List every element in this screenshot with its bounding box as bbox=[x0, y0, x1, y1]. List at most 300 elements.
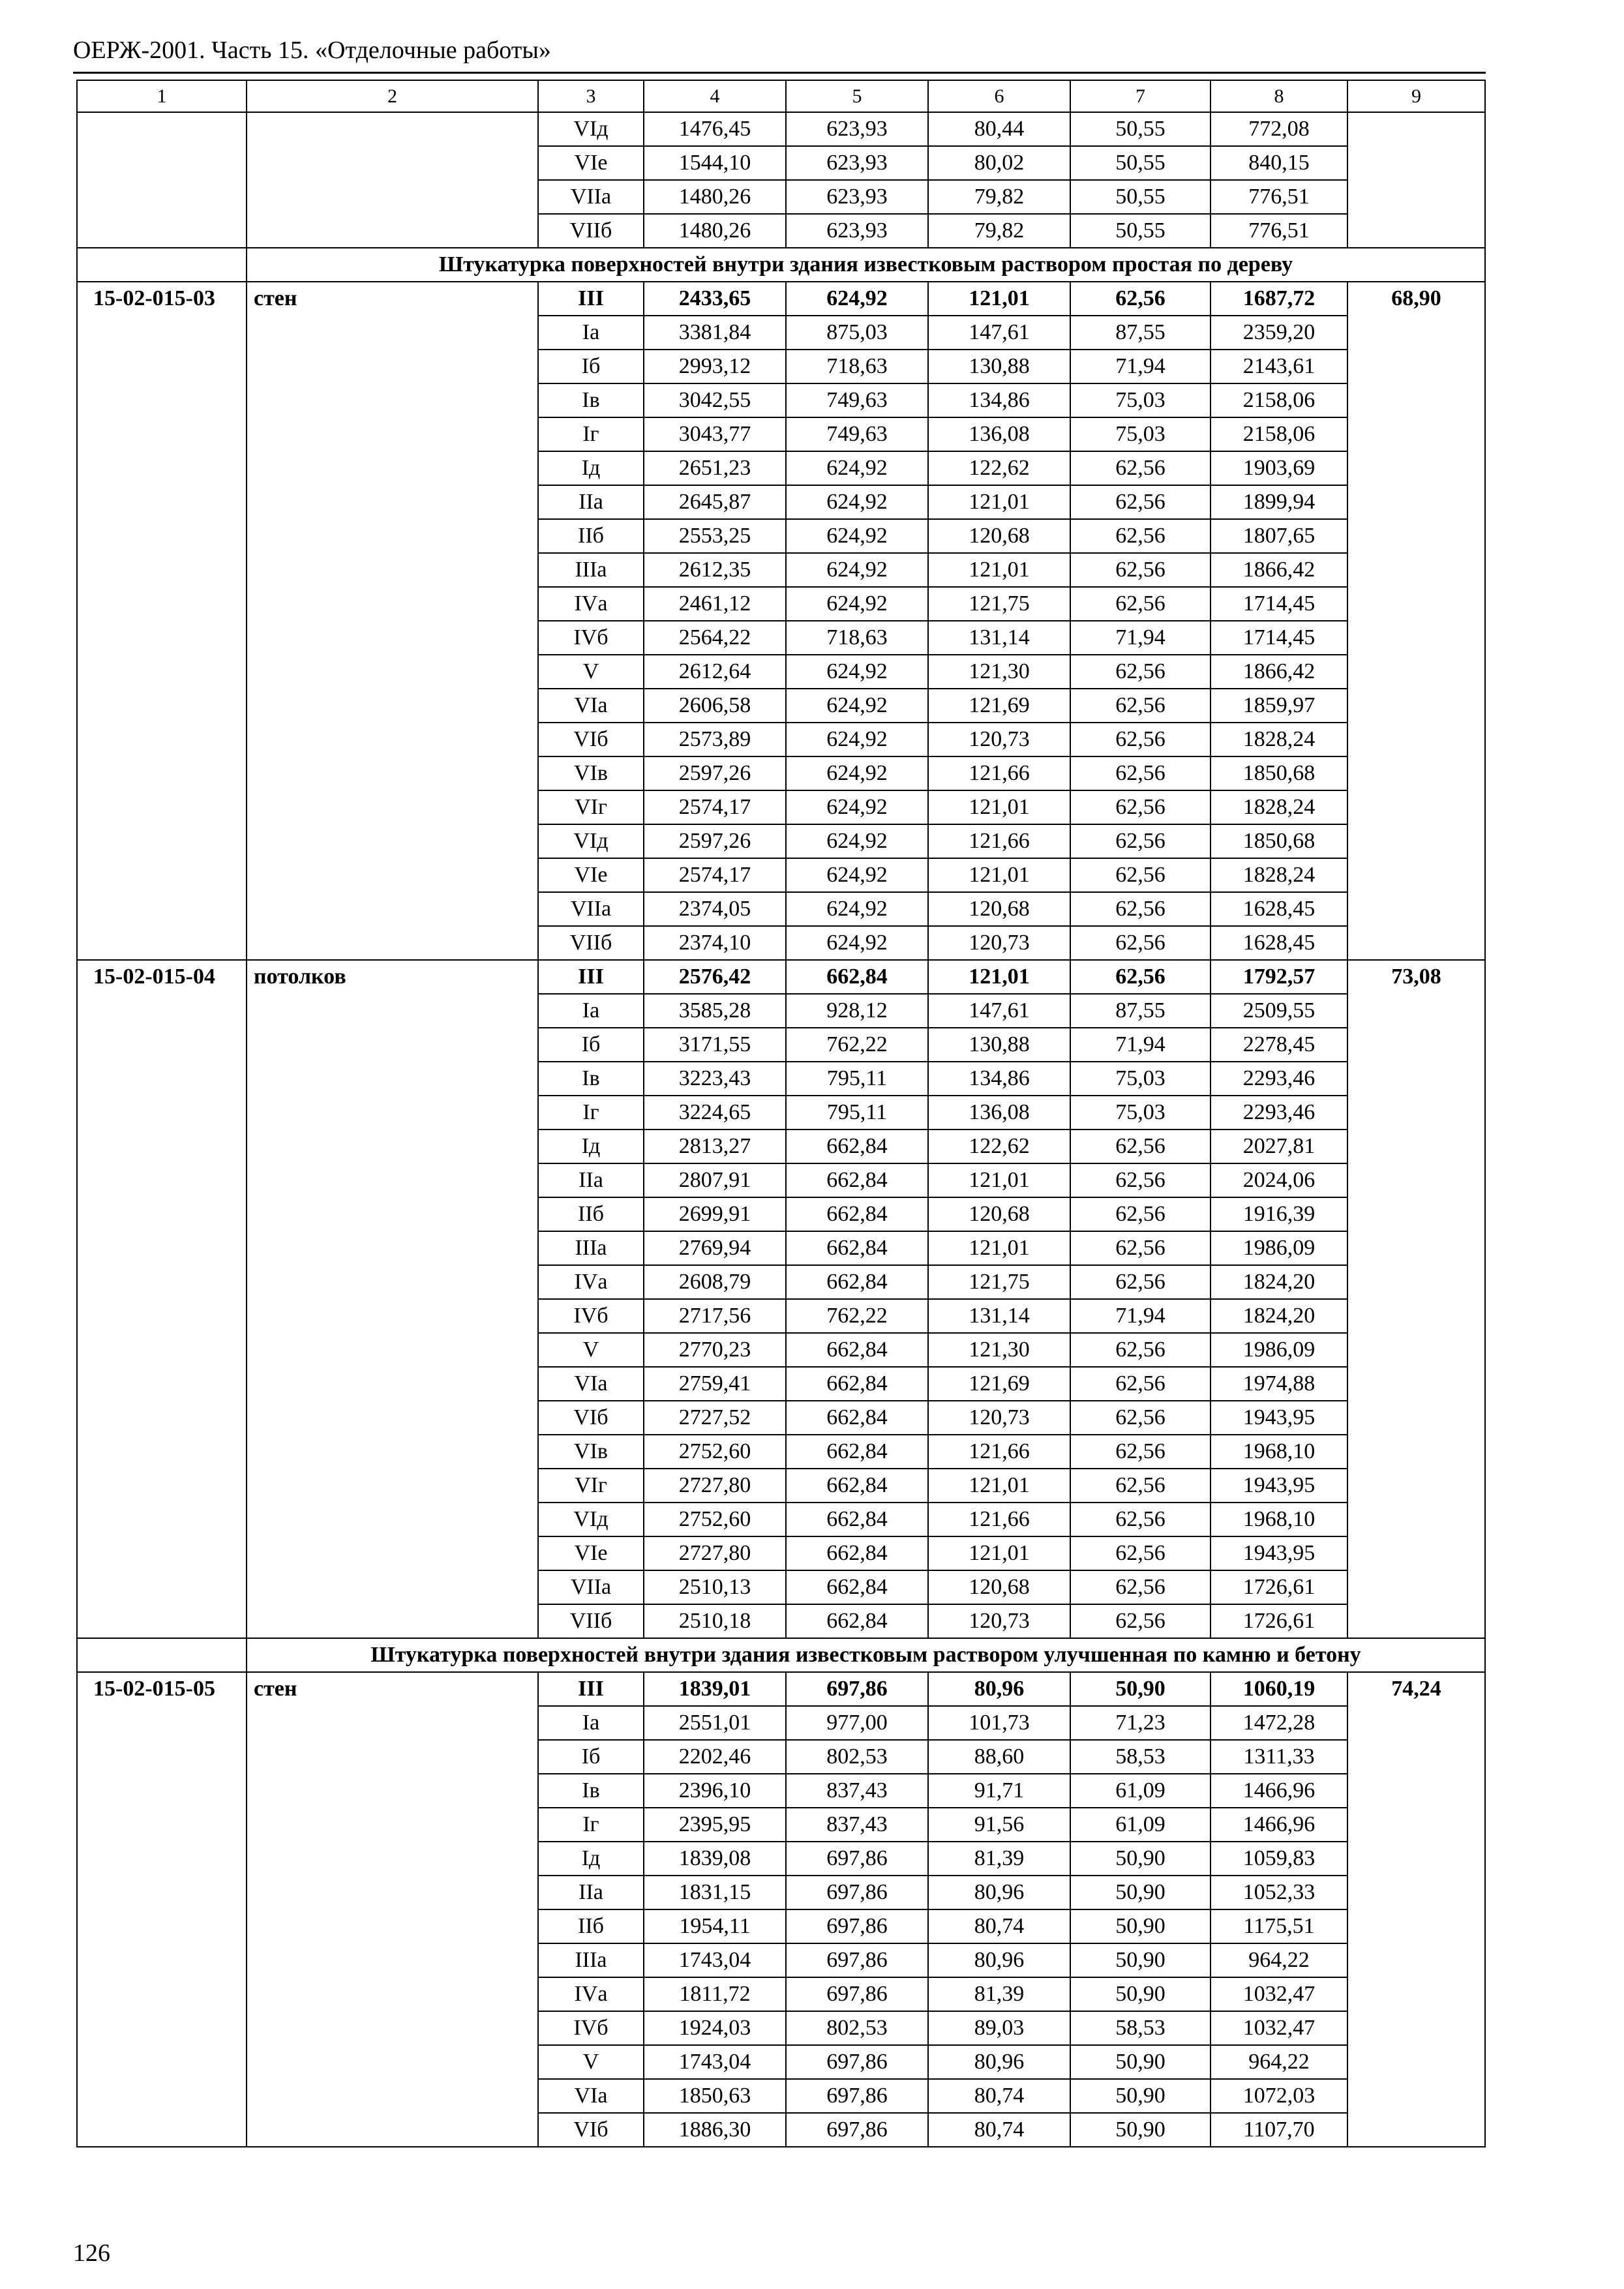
value-cell: 62,56 bbox=[1070, 723, 1210, 756]
value-cell: 624,92 bbox=[786, 790, 928, 824]
zone-cell: VIб bbox=[538, 1401, 644, 1435]
zone-cell: VIа bbox=[538, 689, 644, 723]
value-cell: 2608,79 bbox=[644, 1265, 786, 1299]
value-cell: 62,56 bbox=[1070, 1265, 1210, 1299]
value-cell: 697,86 bbox=[786, 1672, 928, 1706]
value-cell: 749,63 bbox=[786, 383, 928, 417]
value-cell: 121,75 bbox=[928, 1265, 1070, 1299]
value-cell: 1107,70 bbox=[1210, 2113, 1347, 2147]
value-cell: 662,84 bbox=[786, 1469, 928, 1503]
zone-cell: IIб bbox=[538, 1909, 644, 1943]
value-cell: 2993,12 bbox=[644, 350, 786, 383]
value-cell: 131,14 bbox=[928, 621, 1070, 655]
value-cell: 88,60 bbox=[928, 1740, 1070, 1774]
extra-value-cell: 74,24 bbox=[1347, 1672, 1485, 2147]
value-cell: 2597,26 bbox=[644, 756, 786, 790]
zone-cell: IVб bbox=[538, 2011, 644, 2045]
zone-cell: IVа bbox=[538, 1265, 644, 1299]
value-cell: 121,01 bbox=[928, 1536, 1070, 1570]
zone-cell: III bbox=[538, 1672, 644, 1706]
section-title-spacer bbox=[77, 248, 247, 282]
value-cell: 62,56 bbox=[1070, 587, 1210, 621]
value-cell: 776,51 bbox=[1210, 214, 1347, 248]
value-cell: 121,01 bbox=[928, 485, 1070, 519]
value-cell: 58,53 bbox=[1070, 2011, 1210, 2045]
zone-cell: VIд bbox=[538, 1503, 644, 1536]
value-cell: 62,56 bbox=[1070, 689, 1210, 723]
value-cell: 62,56 bbox=[1070, 892, 1210, 926]
value-cell: 62,56 bbox=[1070, 282, 1210, 316]
rates-table bbox=[76, 80, 1486, 2147]
value-cell: 1943,95 bbox=[1210, 1469, 1347, 1503]
table-body bbox=[77, 80, 1485, 2147]
value-cell: 80,74 bbox=[928, 2113, 1070, 2147]
value-cell: 697,86 bbox=[786, 1842, 928, 1876]
section-title-spacer bbox=[77, 1638, 247, 1672]
value-cell: 2553,25 bbox=[644, 519, 786, 553]
value-cell: 2752,60 bbox=[644, 1435, 786, 1469]
value-cell: 2158,06 bbox=[1210, 417, 1347, 451]
zone-cell: VIIа bbox=[538, 892, 644, 926]
value-cell: 121,30 bbox=[928, 1333, 1070, 1367]
value-cell: 80,96 bbox=[928, 2045, 1070, 2079]
value-cell: 3171,55 bbox=[644, 1028, 786, 1062]
value-cell: 1628,45 bbox=[1210, 892, 1347, 926]
value-cell: 1544,10 bbox=[644, 146, 786, 180]
section-title: Штукатурка поверхностей внутри здания известковым раствором простая по дереву bbox=[247, 248, 1485, 282]
value-cell: 120,73 bbox=[928, 926, 1070, 960]
value-cell: 1811,72 bbox=[644, 1977, 786, 2011]
value-cell: 79,82 bbox=[928, 180, 1070, 214]
zone-cell: IIа bbox=[538, 485, 644, 519]
value-cell: 1850,68 bbox=[1210, 824, 1347, 858]
value-cell: 147,61 bbox=[928, 994, 1070, 1028]
value-cell: 121,01 bbox=[928, 790, 1070, 824]
value-cell: 624,92 bbox=[786, 756, 928, 790]
value-cell: 62,56 bbox=[1070, 553, 1210, 587]
value-cell: 62,56 bbox=[1070, 1333, 1210, 1367]
value-cell: 75,03 bbox=[1070, 1062, 1210, 1096]
value-cell: 2769,94 bbox=[644, 1231, 786, 1265]
value-cell: 662,84 bbox=[786, 1265, 928, 1299]
value-cell: 837,43 bbox=[786, 1774, 928, 1808]
zone-cell: Iб bbox=[538, 1028, 644, 1062]
zone-cell: IVб bbox=[538, 1299, 644, 1333]
value-cell: 624,92 bbox=[786, 926, 928, 960]
value-cell: 875,03 bbox=[786, 316, 928, 350]
zone-cell: V bbox=[538, 1333, 644, 1367]
value-cell: 87,55 bbox=[1070, 994, 1210, 1028]
value-cell: 3224,65 bbox=[644, 1096, 786, 1130]
value-cell: 662,84 bbox=[786, 1367, 928, 1401]
zone-cell: V bbox=[538, 655, 644, 689]
value-cell: 50,55 bbox=[1070, 146, 1210, 180]
value-cell: 75,03 bbox=[1070, 1096, 1210, 1130]
value-cell: 62,56 bbox=[1070, 926, 1210, 960]
value-cell: 2143,61 bbox=[1210, 350, 1347, 383]
table-row bbox=[77, 1672, 1485, 1706]
value-cell: 749,63 bbox=[786, 417, 928, 451]
value-cell: 772,08 bbox=[1210, 112, 1347, 146]
value-cell: 120,68 bbox=[928, 519, 1070, 553]
value-cell: 2278,45 bbox=[1210, 1028, 1347, 1062]
zone-cell: VIг bbox=[538, 790, 644, 824]
value-cell: 71,94 bbox=[1070, 621, 1210, 655]
value-cell: 1032,47 bbox=[1210, 2011, 1347, 2045]
value-cell: 718,63 bbox=[786, 621, 928, 655]
value-cell: 2699,91 bbox=[644, 1197, 786, 1231]
value-cell: 624,92 bbox=[786, 485, 928, 519]
zone-cell: Iа bbox=[538, 1706, 644, 1740]
zone-cell: Iв bbox=[538, 1062, 644, 1096]
zone-cell: IVа bbox=[538, 587, 644, 621]
value-cell: 80,96 bbox=[928, 1943, 1070, 1977]
value-cell: 50,55 bbox=[1070, 180, 1210, 214]
value-cell: 130,88 bbox=[928, 1028, 1070, 1062]
zone-cell: VIб bbox=[538, 2113, 644, 2147]
value-cell: 2727,80 bbox=[644, 1536, 786, 1570]
value-cell: 62,56 bbox=[1070, 1536, 1210, 1570]
value-cell: 2395,95 bbox=[644, 1808, 786, 1842]
value-cell: 2759,41 bbox=[644, 1367, 786, 1401]
value-cell: 662,84 bbox=[786, 1435, 928, 1469]
value-cell: 121,01 bbox=[928, 553, 1070, 587]
zone-cell: VIIа bbox=[538, 1570, 644, 1604]
value-cell: 2293,46 bbox=[1210, 1096, 1347, 1130]
value-cell: 1943,95 bbox=[1210, 1536, 1347, 1570]
zone-cell: VIIб bbox=[538, 926, 644, 960]
value-cell: 80,02 bbox=[928, 146, 1070, 180]
column-number-cell: 6 bbox=[928, 80, 1070, 112]
value-cell: 662,84 bbox=[786, 1536, 928, 1570]
value-cell: 1974,88 bbox=[1210, 1367, 1347, 1401]
page-number: 126 bbox=[73, 2239, 110, 2267]
value-cell: 120,68 bbox=[928, 1197, 1070, 1231]
value-cell: 130,88 bbox=[928, 350, 1070, 383]
zone-cell: III bbox=[538, 282, 644, 316]
value-cell: 624,92 bbox=[786, 892, 928, 926]
column-number-cell: 4 bbox=[644, 80, 786, 112]
value-cell: 61,09 bbox=[1070, 1808, 1210, 1842]
value-cell: 776,51 bbox=[1210, 180, 1347, 214]
zone-cell: VIIа bbox=[538, 180, 644, 214]
value-cell: 3381,84 bbox=[644, 316, 786, 350]
value-cell: 624,92 bbox=[786, 519, 928, 553]
value-cell: 964,22 bbox=[1210, 2045, 1347, 2079]
zone-cell: Iа bbox=[538, 316, 644, 350]
value-cell: 624,92 bbox=[786, 858, 928, 892]
value-cell: 50,90 bbox=[1070, 1842, 1210, 1876]
zone-cell: Iг bbox=[538, 1096, 644, 1130]
value-cell: 697,86 bbox=[786, 1977, 928, 2011]
value-cell: 2564,22 bbox=[644, 621, 786, 655]
value-cell: 101,73 bbox=[928, 1706, 1070, 1740]
value-cell: 2612,64 bbox=[644, 655, 786, 689]
value-cell: 1831,15 bbox=[644, 1876, 786, 1909]
value-cell: 977,00 bbox=[786, 1706, 928, 1740]
value-cell: 624,92 bbox=[786, 689, 928, 723]
value-cell: 89,03 bbox=[928, 2011, 1070, 2045]
value-cell: 928,12 bbox=[786, 994, 928, 1028]
value-cell: 50,90 bbox=[1070, 2045, 1210, 2079]
value-cell: 2574,17 bbox=[644, 858, 786, 892]
value-cell: 1060,19 bbox=[1210, 1672, 1347, 1706]
value-cell: 121,66 bbox=[928, 1503, 1070, 1536]
extra-value-cell: 68,90 bbox=[1347, 282, 1485, 960]
value-cell: 3042,55 bbox=[644, 383, 786, 417]
value-cell: 624,92 bbox=[786, 553, 928, 587]
value-cell: 1792,57 bbox=[1210, 960, 1347, 994]
value-cell: 2597,26 bbox=[644, 824, 786, 858]
value-cell: 1743,04 bbox=[644, 1943, 786, 1977]
value-cell: 1968,10 bbox=[1210, 1435, 1347, 1469]
value-cell: 121,01 bbox=[928, 1469, 1070, 1503]
zone-cell: Iд bbox=[538, 451, 644, 485]
value-cell: 662,84 bbox=[786, 1503, 928, 1536]
value-cell: 3043,77 bbox=[644, 417, 786, 451]
zone-cell: IVб bbox=[538, 621, 644, 655]
value-cell: 1824,20 bbox=[1210, 1299, 1347, 1333]
zone-cell: VIг bbox=[538, 1469, 644, 1503]
zone-cell: Iд bbox=[538, 1842, 644, 1876]
work-description-cell: потолков bbox=[247, 960, 538, 1638]
value-cell: 121,01 bbox=[928, 960, 1070, 994]
value-cell: 624,92 bbox=[786, 451, 928, 485]
zone-cell: VIд bbox=[538, 824, 644, 858]
value-cell: 136,08 bbox=[928, 1096, 1070, 1130]
value-cell: 1943,95 bbox=[1210, 1401, 1347, 1435]
value-cell: 120,73 bbox=[928, 1604, 1070, 1638]
value-cell: 2551,01 bbox=[644, 1706, 786, 1740]
zone-cell: IIб bbox=[538, 1197, 644, 1231]
value-cell: 1924,03 bbox=[644, 2011, 786, 2045]
value-cell: 80,74 bbox=[928, 1909, 1070, 1943]
zone-cell: Iв bbox=[538, 383, 644, 417]
value-cell: 50,90 bbox=[1070, 1909, 1210, 1943]
value-cell: 80,44 bbox=[928, 112, 1070, 146]
value-cell: 134,86 bbox=[928, 383, 1070, 417]
value-cell: 1311,33 bbox=[1210, 1740, 1347, 1774]
value-cell: 136,08 bbox=[928, 417, 1070, 451]
extra-value-cell bbox=[1347, 112, 1485, 248]
value-cell: 2727,52 bbox=[644, 1401, 786, 1435]
value-cell: 62,56 bbox=[1070, 485, 1210, 519]
column-number-cell: 7 bbox=[1070, 80, 1210, 112]
value-cell: 62,56 bbox=[1070, 1435, 1210, 1469]
value-cell: 1859,97 bbox=[1210, 689, 1347, 723]
value-cell: 50,90 bbox=[1070, 2079, 1210, 2113]
value-cell: 75,03 bbox=[1070, 417, 1210, 451]
value-cell: 122,62 bbox=[928, 1130, 1070, 1163]
value-cell: 121,66 bbox=[928, 824, 1070, 858]
rate-code-cell: 15-02-015-04 bbox=[77, 960, 247, 1638]
zone-cell: IIIа bbox=[538, 1943, 644, 1977]
zone-cell: Iг bbox=[538, 1808, 644, 1842]
column-number-row bbox=[77, 80, 1485, 112]
value-cell: 147,61 bbox=[928, 316, 1070, 350]
value-cell: 62,56 bbox=[1070, 790, 1210, 824]
work-description-cell: стен bbox=[247, 1672, 538, 2147]
rate-code-cell bbox=[77, 112, 247, 248]
value-cell: 1828,24 bbox=[1210, 790, 1347, 824]
value-cell: 718,63 bbox=[786, 350, 928, 383]
value-cell: 1714,45 bbox=[1210, 587, 1347, 621]
value-cell: 1839,01 bbox=[644, 1672, 786, 1706]
value-cell: 134,86 bbox=[928, 1062, 1070, 1096]
rate-code-cell: 15-02-015-05 bbox=[77, 1672, 247, 2147]
value-cell: 662,84 bbox=[786, 1401, 928, 1435]
zone-cell: VIв bbox=[538, 756, 644, 790]
value-cell: 62,56 bbox=[1070, 1197, 1210, 1231]
value-cell: 71,94 bbox=[1070, 350, 1210, 383]
table-row bbox=[77, 112, 1485, 146]
value-cell: 2807,91 bbox=[644, 1163, 786, 1197]
value-cell: 62,56 bbox=[1070, 1367, 1210, 1401]
value-cell: 2509,55 bbox=[1210, 994, 1347, 1028]
value-cell: 121,66 bbox=[928, 756, 1070, 790]
zone-cell: V bbox=[538, 2045, 644, 2079]
value-cell: 62,56 bbox=[1070, 858, 1210, 892]
value-cell: 662,84 bbox=[786, 960, 928, 994]
value-cell: 623,93 bbox=[786, 112, 928, 146]
value-cell: 1968,10 bbox=[1210, 1503, 1347, 1536]
value-cell: 802,53 bbox=[786, 2011, 928, 2045]
value-cell: 1480,26 bbox=[644, 180, 786, 214]
value-cell: 122,62 bbox=[928, 451, 1070, 485]
value-cell: 1726,61 bbox=[1210, 1604, 1347, 1638]
zone-cell: VIIб bbox=[538, 214, 644, 248]
section-title-row bbox=[77, 1638, 1485, 1672]
value-cell: 1687,72 bbox=[1210, 282, 1347, 316]
value-cell: 50,55 bbox=[1070, 214, 1210, 248]
value-cell: 662,84 bbox=[786, 1570, 928, 1604]
value-cell: 120,68 bbox=[928, 892, 1070, 926]
column-number-cell: 2 bbox=[247, 80, 538, 112]
column-number-cell: 5 bbox=[786, 80, 928, 112]
value-cell: 1850,63 bbox=[644, 2079, 786, 2113]
section-title-row bbox=[77, 248, 1485, 282]
column-number-cell: 1 bbox=[77, 80, 247, 112]
value-cell: 697,86 bbox=[786, 1943, 928, 1977]
value-cell: 837,43 bbox=[786, 1808, 928, 1842]
value-cell: 121,75 bbox=[928, 587, 1070, 621]
value-cell: 2293,46 bbox=[1210, 1062, 1347, 1096]
value-cell: 624,92 bbox=[786, 723, 928, 756]
zone-cell: IIа bbox=[538, 1876, 644, 1909]
value-cell: 624,92 bbox=[786, 282, 928, 316]
value-cell: 62,56 bbox=[1070, 960, 1210, 994]
value-cell: 3223,43 bbox=[644, 1062, 786, 1096]
value-cell: 58,53 bbox=[1070, 1740, 1210, 1774]
value-cell: 62,56 bbox=[1070, 1401, 1210, 1435]
value-cell: 2359,20 bbox=[1210, 316, 1347, 350]
value-cell: 662,84 bbox=[786, 1604, 928, 1638]
value-cell: 121,01 bbox=[928, 1231, 1070, 1265]
value-cell: 624,92 bbox=[786, 587, 928, 621]
value-cell: 2510,13 bbox=[644, 1570, 786, 1604]
value-cell: 1828,24 bbox=[1210, 858, 1347, 892]
value-cell: 62,56 bbox=[1070, 824, 1210, 858]
value-cell: 1899,94 bbox=[1210, 485, 1347, 519]
value-cell: 624,92 bbox=[786, 824, 928, 858]
value-cell: 2645,87 bbox=[644, 485, 786, 519]
value-cell: 697,86 bbox=[786, 2113, 928, 2147]
value-cell: 87,55 bbox=[1070, 316, 1210, 350]
value-cell: 121,30 bbox=[928, 655, 1070, 689]
value-cell: 62,56 bbox=[1070, 1469, 1210, 1503]
value-cell: 120,73 bbox=[928, 723, 1070, 756]
value-cell: 1839,08 bbox=[644, 1842, 786, 1876]
zone-cell: IIа bbox=[538, 1163, 644, 1197]
zone-cell: III bbox=[538, 960, 644, 994]
zone-cell: VIб bbox=[538, 723, 644, 756]
value-cell: 1628,45 bbox=[1210, 926, 1347, 960]
table-row bbox=[77, 960, 1485, 994]
zone-cell: Iд bbox=[538, 1130, 644, 1163]
column-number-cell: 8 bbox=[1210, 80, 1347, 112]
value-cell: 2651,23 bbox=[644, 451, 786, 485]
column-number-cell: 3 bbox=[538, 80, 644, 112]
value-cell: 50,55 bbox=[1070, 112, 1210, 146]
value-cell: 2576,42 bbox=[644, 960, 786, 994]
column-number-cell: 9 bbox=[1347, 80, 1485, 112]
value-cell: 50,90 bbox=[1070, 1943, 1210, 1977]
value-cell: 121,01 bbox=[928, 858, 1070, 892]
value-cell: 697,86 bbox=[786, 1909, 928, 1943]
zone-cell: IIб bbox=[538, 519, 644, 553]
value-cell: 1714,45 bbox=[1210, 621, 1347, 655]
value-cell: 2158,06 bbox=[1210, 383, 1347, 417]
value-cell: 1466,96 bbox=[1210, 1808, 1347, 1842]
value-cell: 697,86 bbox=[786, 2079, 928, 2113]
zone-cell: Iв bbox=[538, 1774, 644, 1808]
value-cell: 91,71 bbox=[928, 1774, 1070, 1808]
value-cell: 697,86 bbox=[786, 1876, 928, 1909]
extra-value-cell: 73,08 bbox=[1347, 960, 1485, 1638]
value-cell: 1866,42 bbox=[1210, 655, 1347, 689]
value-cell: 62,56 bbox=[1070, 1163, 1210, 1197]
zone-cell: VIIб bbox=[538, 1604, 644, 1638]
value-cell: 1175,51 bbox=[1210, 1909, 1347, 1943]
value-cell: 2612,35 bbox=[644, 553, 786, 587]
value-cell: 2752,60 bbox=[644, 1503, 786, 1536]
zone-cell: VIе bbox=[538, 1536, 644, 1570]
value-cell: 795,11 bbox=[786, 1062, 928, 1096]
value-cell: 1986,09 bbox=[1210, 1333, 1347, 1367]
value-cell: 120,68 bbox=[928, 1570, 1070, 1604]
value-cell: 802,53 bbox=[786, 1740, 928, 1774]
value-cell: 62,56 bbox=[1070, 1570, 1210, 1604]
value-cell: 50,90 bbox=[1070, 1672, 1210, 1706]
section-title: Штукатурка поверхностей внутри здания известковым раствором улучшенная по камню и бетону bbox=[247, 1638, 1485, 1672]
zone-cell: IVа bbox=[538, 1977, 644, 2011]
value-cell: 2573,89 bbox=[644, 723, 786, 756]
value-cell: 840,15 bbox=[1210, 146, 1347, 180]
zone-cell: VIе bbox=[538, 858, 644, 892]
value-cell: 91,56 bbox=[928, 1808, 1070, 1842]
page-header: ОЕРЖ-2001. Часть 15. «Отделочные работы» bbox=[73, 37, 551, 64]
value-cell: 62,56 bbox=[1070, 756, 1210, 790]
value-cell: 1480,26 bbox=[644, 214, 786, 248]
value-cell: 121,01 bbox=[928, 1163, 1070, 1197]
zone-cell: IIIа bbox=[538, 553, 644, 587]
value-cell: 1476,45 bbox=[644, 112, 786, 146]
value-cell: 3585,28 bbox=[644, 994, 786, 1028]
value-cell: 80,74 bbox=[928, 2079, 1070, 2113]
zone-cell: VIд bbox=[538, 112, 644, 146]
value-cell: 71,23 bbox=[1070, 1706, 1210, 1740]
value-cell: 1466,96 bbox=[1210, 1774, 1347, 1808]
